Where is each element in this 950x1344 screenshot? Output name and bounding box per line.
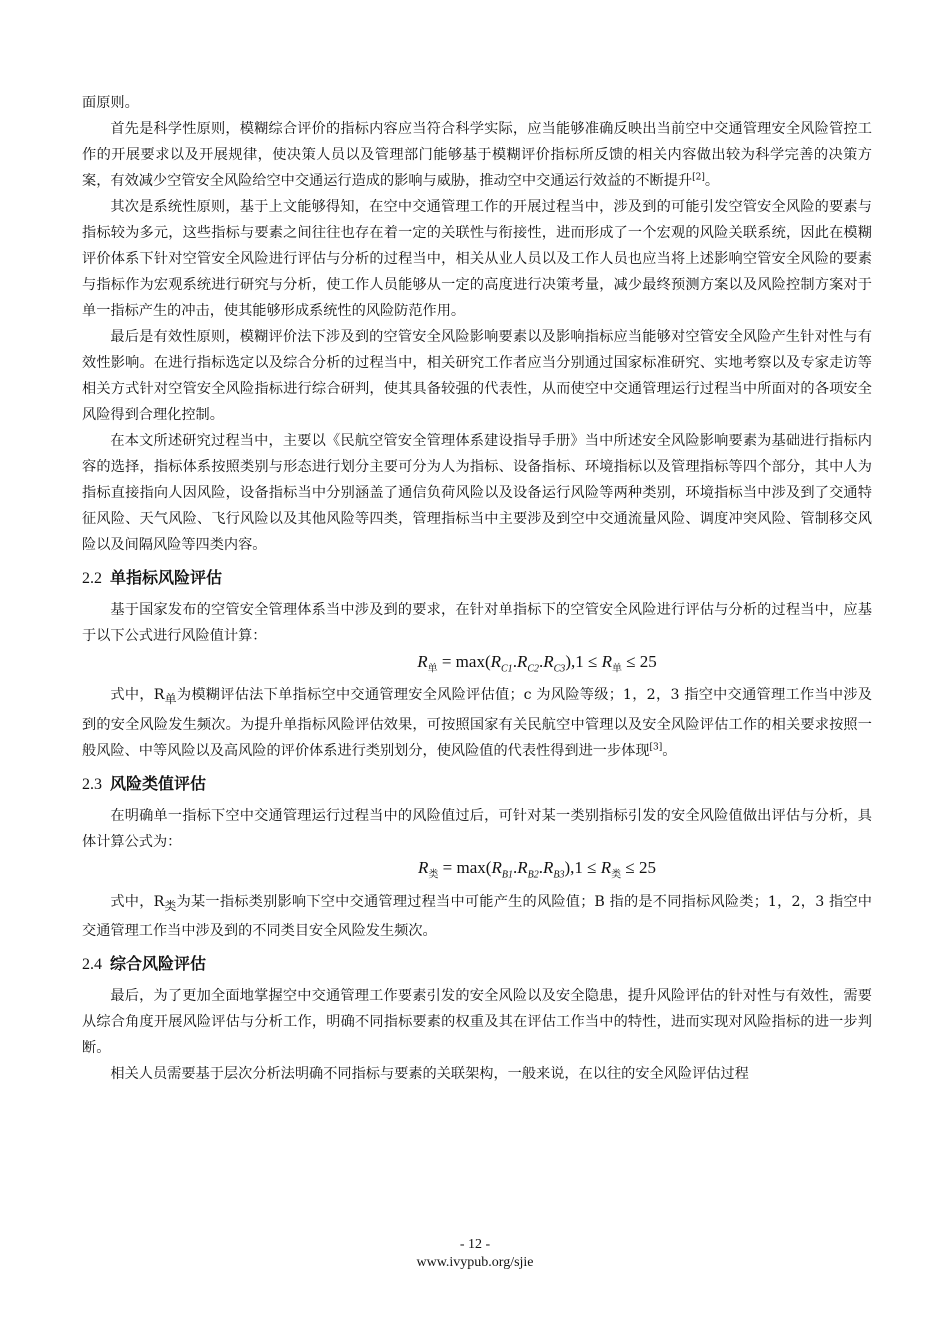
paragraph-effectiveness-principle: 最后是有效性原则，模糊评价法下涉及到的空管安全风险影响要素以及影响指标应当能够对空管安全风险产生针对性与有效性影响。在进行指标选定以及综合分析的过程当中，相关研究工作者应当分别通过国家标准研究、实地考察以及专家走访等相关方式针对空管安全风险指标进行综合研判，使其具备较强的代表性，从而使空中交通管理运行过程当中所面对的各项安全风险得到合理化控制。	[82, 329, 872, 423]
paragraph-indicator-system: 在本文所述研究过程当中，主要以《民航空管安全管理体系建设指导手册》当中所述安全风险影响要素为基础进行指标内容的选择，指标体系按照类别与形态进行划分主要可分为人为指标、设备指标、环境指标以及管理指标等四个部分，其中人为指标直接指向人因风险，设备指标当中分别涵盖了通信负荷风险以及设备运行风险等两种类别，环境指标当中涉及到了交通特征风险、天气风险、飞行风险以及其他风险等四类，管理指标当中主要涉及到空中交通流量风险、调度冲突风险、管制移交风险以及间隔风险等四类内容。	[82, 433, 872, 553]
citation[interactable]: [2]	[692, 172, 705, 183]
citation[interactable]: [3]	[649, 742, 663, 753]
paragraph: 面原则。	[82, 95, 139, 111]
page-footer	[0, 1236, 950, 1272]
paragraph: 在明确单一指标下空中交通管理运行过程当中的风险值过后，可针对某一类别指标引发的安全风险值做出评估与分析，具体计算公式为：	[82, 808, 872, 851]
paragraph-formula-explanation: 式中，$R_单$为模糊评估法下单指标空中交通管理安全风险评估值；c 为风险等级；1，2，3 指空中交通管理工作当中涉及到的安全风险发生频次。为提升单指标风险评估效果，可按照国家有关民航空中管理以及安全风险评估工作的相关要求按照一般风险、中等风险以及高风险的评价体系进行类别划分，使风险值的代表性得到进一步体现[3]。	[82, 687, 872, 760]
section-heading-2-4: 2.4 综合风险评估	[82, 954, 207, 974]
page-number: - 12 -	[459, 1237, 491, 1252]
paragraph-scientific-principle: 首先是科学性原则，模糊综合评价的指标内容应当符合科学实际，应当能够准确反映出当前空中交通管理安全风险管控工作的开展要求以及开展规律，使决策人员以及管理部门能够基于模糊评价指标所反馈的相关内容做出较为科学完善的决策方案，有效减少空管安全风险给空中交通运行造成的影响与威胁，推动空中交通运行效益的不断提升[2]。	[82, 121, 872, 189]
paragraph-formula-explanation: 式中，$R_类$为某一指标类别影响下空中交通管理过程当中可能产生的风险值；B 指的是不同指标风险类；1，2，3 指空中交通管理工作当中涉及到的不同类目安全风险发生频次。	[82, 893, 872, 940]
formula-single-indicator: $R_单 = \max(R_{C1}.R_{C2}.R_{C3}),1 \le R_单 \le 25$	[417, 652, 657, 675]
paragraph: 相关人员需要基于层次分析法明确不同指标与要素的关联架构，一般来说，在以往的安全风险评估过程	[110, 1066, 749, 1083]
paragraph: 基于国家发布的空管安全管理体系当中涉及到的要求，在针对单指标下的空管安全风险进行评估与分析的过程当中，应基于以下公式进行风险值计算：	[82, 602, 872, 644]
section-heading-2-2: 2.2 单指标风险评估	[82, 568, 223, 587]
section-heading-2-3: 2.3 风险类值评估	[82, 774, 207, 794]
paragraph-systematic-principle: 其次是系统性原则，基于上文能够得知，在空中交通管理工作的开展过程当中，涉及到的可能引发空管安全风险的要素与指标较为多元，这些指标与要素之间往往也存在着一定的关联性与衔接性，进而形成了一个宏观的风险关联系统，因此在模糊评价体系下针对空管安全风险进行评估与分析的过程当中，相关从业人员以及工作人员也应当将上述影响空管安全风险的要素与指标作为宏观系统进行研究与分析，使工作人员能够从一定的高度进行决策考量，减少最终预测方案以及风险控制方案对于单一指标产生的冲击，使其能够形成系统性的风险防范作用。	[82, 199, 872, 319]
formula-category-value: $R_类 = \max(R_{B1}.R_{B2}.R_{B3}),1 \le R_类 \le 25$	[418, 858, 656, 881]
page-body	[82, 90, 872, 1087]
journal-url-link[interactable]: www.ivypub.org/sjie	[416, 1255, 534, 1270]
paragraph: 最后，为了更加全面地掌握空中交通管理工作要素引发的安全风险以及安全隐患，提升风险评估的针对性与有效性，需要从综合角度开展风险评估与分析工作，明确不同指标要素的权重及其在评估工作当中的特性，进而实现对风险指标的进一步判断。	[82, 988, 872, 1057]
